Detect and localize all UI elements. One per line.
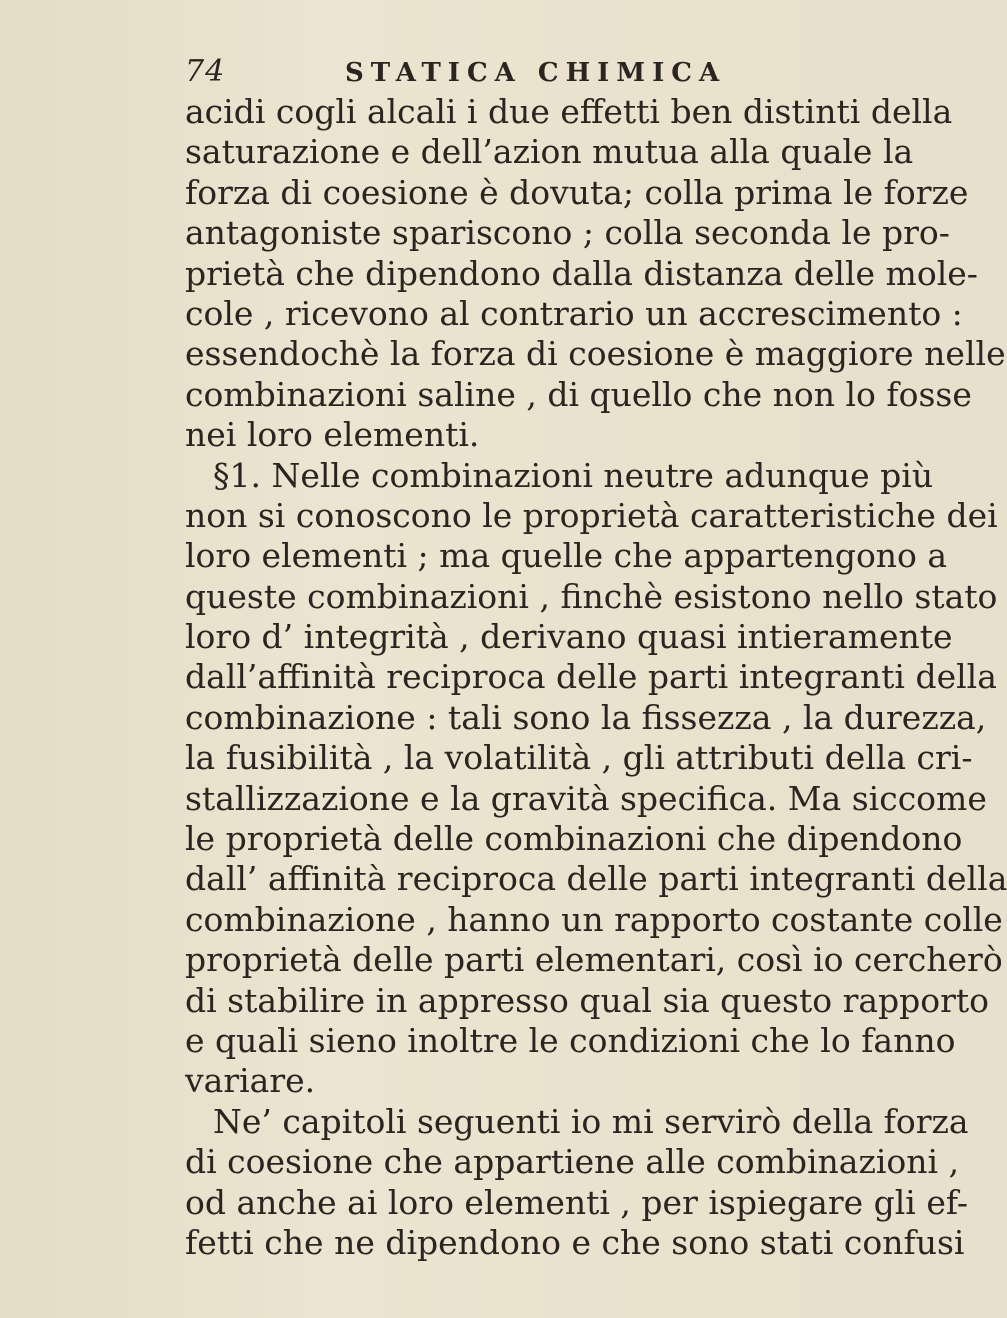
text-line: acidi cogli alcali i due effetti ben distinti della: [185, 92, 953, 131]
page-number: 74: [185, 54, 226, 89]
text-line: stallizzazione e la gravità specifica. Ma siccome: [185, 778, 987, 818]
text-line: dall’affinità reciproca delle parti integranti della: [185, 657, 997, 697]
text-line: e quali sieno inoltre le condizioni che lo fanno: [185, 1020, 956, 1060]
text-line: dall’ affinità reciproca delle parti integranti della: [185, 859, 1007, 899]
body-text: [185, 92, 1007, 1263]
text-line: le proprietà delle combinazioni che dipendono: [185, 819, 963, 859]
text-line: queste combinazioni , finchè esistono nello stato: [185, 576, 998, 616]
text-line: forza di coesione è dovuta; colla prima le forze: [185, 172, 969, 212]
text-line: fetti che ne dipendono e che sono stati confusi: [185, 1222, 965, 1262]
text-line: combinazioni saline , di quello che non lo fosse: [185, 374, 972, 414]
text-line: cole , ricevono al contrario un accrescimento :: [185, 293, 963, 333]
text-line: antagoniste spariscono ; colla seconda le pro-: [185, 213, 950, 253]
text-line: combinazione , hanno un rapporto costante colle: [185, 899, 1003, 939]
page-header: [185, 54, 760, 94]
section-start-line: §1. Nelle combinazioni neutre adunque più: [213, 455, 934, 495]
text-line: la fusibilità , la volatilità , gli attributi della cri-: [185, 738, 973, 778]
paragraph-start-line: Ne’ capitoli seguenti io mi servirò della forza: [213, 1101, 969, 1141]
running-title: STATICA CHIMICA: [345, 58, 727, 88]
text-line: non si conoscono le proprietà caratteristiche dei: [185, 495, 998, 535]
text-line: combinazione : tali sono la fissezza , la durezza,: [185, 697, 987, 737]
text-line: di coesione che appartiene alle combinazioni ,: [185, 1142, 960, 1182]
text-line: saturazione e dell’azion mutua alla quale la: [185, 132, 914, 172]
text-line: essendochè la forza di coesione è maggiore nelle: [185, 334, 1006, 374]
text-line: loro elementi ; ma quelle che appartengono a: [185, 536, 948, 576]
text-line: od anche ai loro elementi , per ispiegare gli ef-: [185, 1182, 969, 1222]
text-line: nei loro elementi.: [185, 415, 480, 455]
text-line: proprietà delle parti elementari, così io cercherò: [185, 940, 1003, 980]
text-line: di stabilire in appresso qual sia questo rapporto: [185, 980, 990, 1020]
text-line: prietà che dipendono dalla distanza delle mole-: [185, 253, 978, 293]
text-line: loro d’ integrità , derivano quasi intieramente: [185, 617, 953, 657]
text-line: variare.: [185, 1061, 316, 1101]
